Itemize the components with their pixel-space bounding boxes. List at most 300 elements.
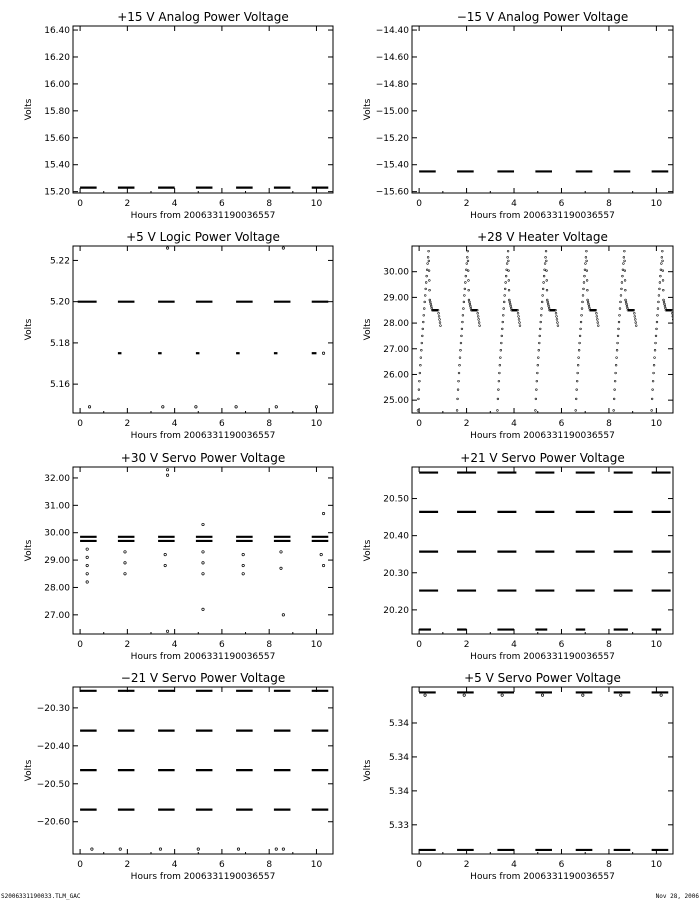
y-tick-label: 26.00 [383,370,409,381]
x-tick-label: 0 [416,860,422,870]
data-point [500,349,502,351]
y-tick-label: 20.20 [383,605,409,616]
chart-title: +15 V Analog Power Voltage [117,10,289,24]
data-point [504,295,506,297]
data-point [518,319,520,321]
data-point [620,301,622,303]
data-point [633,312,635,314]
data-point [195,406,197,408]
data-point [507,250,509,252]
data-point [463,301,465,303]
data-point [547,301,549,303]
data-point [419,364,421,366]
data-point [546,299,548,301]
data-point [503,301,505,303]
data-point [538,349,540,351]
data-point [315,406,317,408]
data-point [497,398,499,400]
data-point [616,357,618,359]
data-point [469,303,471,305]
data-point [541,308,543,310]
data-point [652,380,654,382]
data-point [460,342,462,344]
data-point [575,410,577,412]
data-point [578,349,580,351]
data-point [588,305,590,307]
data-point [478,322,480,324]
data-point [282,614,284,616]
data-point [624,280,626,282]
data-point [502,321,504,323]
data-point [466,263,468,265]
data-point [501,335,503,337]
data-point [519,325,521,327]
data-point [202,608,204,610]
data-point [659,288,661,290]
x-tick-label: 6 [558,640,565,650]
data-point [159,848,161,850]
data-point [438,312,440,314]
data-point [237,848,239,850]
data-point [418,398,420,400]
data-point [597,325,599,327]
data-point [423,314,425,316]
x-tick-label: 10 [650,419,663,429]
data-point [430,303,432,305]
data-point [457,389,459,391]
data-point [660,694,662,696]
x-tick-label: 2 [124,860,131,870]
data-point [461,328,463,330]
data-point [502,314,504,316]
x-axis-label: Hours from 2006331190036557 [130,211,276,221]
data-point [510,307,512,309]
data-point [617,342,619,344]
data-point [585,250,587,252]
y-axis-label: Volts [363,98,373,121]
chart-title: +28 V Heater Voltage [477,230,608,244]
data-point [428,260,430,262]
data-point [539,335,541,337]
data-point [418,389,420,391]
x-tick-label: 6 [219,199,225,209]
y-tick-label: −14.60 [375,52,409,63]
y-tick-label: 16.00 [44,79,70,90]
data-point [164,553,166,555]
x-tick-label: 8 [266,860,273,870]
x-tick-label: 4 [511,640,517,650]
data-point [282,247,284,249]
data-point [577,364,579,366]
data-point [659,275,661,277]
x-tick-label: 0 [77,419,83,429]
y-tick-label: 16.20 [44,52,70,63]
x-tick-label: 10 [310,860,323,870]
data-point [421,335,423,337]
data-point [651,410,653,412]
data-point [626,303,628,305]
data-point [620,295,622,297]
data-point [124,573,126,575]
y-tick-label: 5.22 [49,256,70,267]
x-axis-label: Hours from 2006331190036557 [130,652,276,662]
data-point [536,380,538,382]
data-marks [417,250,675,411]
data-point [536,372,538,374]
x-tick-label: 2 [124,419,131,429]
data-point [588,303,590,305]
data-point [467,270,469,272]
plot-frame [412,467,673,634]
data-point [439,322,441,324]
data-point [479,325,481,327]
data-point [202,551,204,553]
chart-panel-2 [363,10,673,221]
x-tick-label: 10 [310,199,323,209]
data-point [613,398,615,400]
x-tick-label: 0 [77,199,83,209]
x-tick-label: 2 [124,199,131,209]
x-tick-label: 0 [416,419,422,429]
data-point [585,263,587,265]
data-point [430,305,432,307]
data-point [166,474,168,476]
data-point [653,372,655,374]
data-marks [419,473,671,630]
data-point [422,321,424,323]
data-point [548,307,550,309]
y-tick-label: 20.30 [383,568,409,579]
x-tick-label: 10 [650,640,663,650]
data-point [634,315,636,317]
x-tick-label: 2 [124,640,131,650]
data-point [429,301,431,303]
y-tick-label: 5.34 [388,786,409,797]
y-tick-label: 16.40 [44,26,70,37]
x-axis-label: Hours from 2006331190036557 [130,431,276,441]
data-point [275,848,277,850]
x-tick-label: 10 [650,860,663,870]
data-point [242,564,244,566]
data-point [538,342,540,344]
y-axis-label: Volts [363,318,373,341]
data-point [503,308,505,310]
data-point [425,288,427,290]
x-tick-label: 2 [463,640,470,650]
y-tick-label: 27.00 [383,344,409,355]
data-point [197,848,199,850]
source-file-label: S2006331190033.TLM_GAC [1,893,81,900]
x-tick-label: 6 [219,640,225,650]
data-point [465,275,467,277]
data-point [582,694,584,696]
data-point [500,342,502,344]
data-point [663,299,665,301]
data-point [618,321,620,323]
x-tick-label: 4 [511,199,517,209]
data-point [498,380,500,382]
data-point [537,364,539,366]
data-marks [80,469,328,633]
data-point [322,352,324,354]
data-point [658,295,660,297]
data-point [655,335,657,337]
data-point [651,398,653,400]
data-point [463,694,465,696]
data-point [622,275,624,277]
data-point [428,280,430,282]
y-tick-label: 20.50 [383,494,409,505]
data-point [545,250,547,252]
data-point [468,299,470,301]
y-tick-label: 15.60 [44,133,70,144]
x-tick-label: 4 [511,860,517,870]
data-point [546,270,548,272]
y-tick-label: 5.20 [49,297,70,308]
data-point [508,289,510,291]
y-axis-label: Volts [363,539,373,562]
data-point [539,328,541,330]
data-point [439,319,441,321]
data-point [86,581,88,583]
data-point [618,328,620,330]
data-point [579,335,581,337]
data-point [659,282,661,284]
plot-frame [412,26,673,193]
data-point [619,308,621,310]
data-point [580,328,582,330]
data-point [580,321,582,323]
data-point [662,280,664,282]
y-tick-label: 15.20 [44,187,70,198]
data-point [542,295,544,297]
data-point [543,282,545,284]
data-point [623,256,625,258]
data-point [624,270,626,272]
data-point [555,312,557,314]
data-point [417,410,419,412]
data-point [467,250,469,252]
data-marks [78,247,329,408]
data-point [652,389,654,391]
data-point [499,364,501,366]
data-point [242,553,244,555]
data-point [619,314,621,316]
data-point [505,275,507,277]
plot-frame [412,246,673,413]
data-point [428,250,430,252]
data-point [583,288,585,290]
data-point [91,848,93,850]
data-point [506,263,508,265]
data-point [540,314,542,316]
data-point [586,260,588,262]
data-point [467,260,469,262]
data-point [280,567,282,569]
data-point [504,288,506,290]
data-point [458,372,460,374]
data-point [508,299,510,301]
data-point [635,325,637,327]
y-tick-label: 15.80 [44,106,70,117]
data-point [420,349,422,351]
data-point [470,307,472,309]
data-point [546,289,548,291]
data-point [424,694,426,696]
data-point [575,398,577,400]
y-tick-label: −20.60 [36,817,70,828]
data-point [497,410,499,412]
data-point [501,328,503,330]
y-tick-label: 25.00 [383,396,409,407]
data-point [426,275,428,277]
data-point [579,342,581,344]
data-point [634,319,636,321]
data-point [418,380,420,382]
data-point [508,280,510,282]
data-point [518,315,520,317]
data-point [164,564,166,566]
data-point [655,342,657,344]
y-axis-label: Volts [24,318,34,341]
y-tick-label: −14.80 [375,79,409,90]
data-point [162,406,164,408]
data-point [557,322,559,324]
data-point [506,269,508,271]
data-point [661,256,663,258]
data-point [468,280,470,282]
data-point [427,256,429,258]
chart-panel-6 [363,451,673,662]
data-point [468,289,470,291]
data-point [438,315,440,317]
data-point [166,630,168,632]
data-point [671,312,673,314]
y-tick-label: −15.40 [375,160,409,171]
plot-frame [412,687,673,854]
data-point [424,301,426,303]
data-point [519,322,521,324]
data-point [420,357,422,359]
data-point [428,270,430,272]
x-tick-label: 8 [606,860,612,870]
data-point [545,256,547,258]
generation-date-label: Nov 28, 2006 [655,893,699,900]
data-point [462,308,464,310]
data-point [658,301,660,303]
data-point [509,303,511,305]
data-point [456,410,458,412]
data-point [582,295,584,297]
y-tick-label: 28.00 [383,319,409,330]
data-point [477,312,479,314]
data-point [464,288,466,290]
x-tick-label: 8 [606,640,612,650]
data-point [462,321,464,323]
data-marks [80,691,328,850]
data-marks [419,692,668,849]
data-point [280,551,282,553]
data-point [626,305,628,307]
data-point [427,263,429,265]
data-point [426,269,428,271]
y-tick-label: −20.50 [36,779,70,790]
data-point [320,553,322,555]
data-point [202,573,204,575]
data-point [557,325,559,327]
data-point [235,406,237,408]
data-point [623,250,625,252]
x-axis-label: Hours from 2006331190036557 [130,872,276,882]
data-point [662,289,664,291]
data-point [419,372,421,374]
data-point [615,364,617,366]
data-point [660,269,662,271]
x-tick-label: 8 [266,419,273,429]
data-point [586,280,588,282]
data-point [596,315,598,317]
data-point [429,289,431,291]
data-point [581,314,583,316]
y-tick-label: −15.20 [375,133,409,144]
data-point [584,269,586,271]
data-point [202,562,204,564]
data-point [508,270,510,272]
y-tick-label: 30.00 [44,528,70,539]
data-point [617,335,619,337]
data-point [545,260,547,262]
data-point [664,305,666,307]
chart-panel-4 [363,230,675,441]
data-point [614,389,616,391]
x-axis-label: Hours from 2006331190036557 [470,652,615,662]
data-point [548,305,550,307]
x-tick-label: 8 [606,419,612,429]
data-point [657,308,659,310]
data-point [544,263,546,265]
data-point [510,305,512,307]
x-tick-label: 4 [511,419,517,429]
data-point [664,303,666,305]
x-axis-label: Hours from 2006331190036557 [470,431,615,441]
data-point [119,848,121,850]
data-point [613,410,615,412]
y-tick-label: 27.00 [44,610,70,621]
data-point [534,410,536,412]
data-point [622,263,624,265]
data-point [505,282,507,284]
data-point [625,301,627,303]
data-point [507,260,509,262]
y-tick-label: 5.34 [388,718,409,729]
chart-title: +21 V Servo Power Voltage [460,451,625,465]
data-point [587,299,589,301]
data-point [421,342,423,344]
data-point [424,295,426,297]
data-point [624,260,626,262]
data-point [541,301,543,303]
data-point [556,319,558,321]
data-point [423,308,425,310]
data-point [88,406,90,408]
data-point [587,301,589,303]
data-point [275,406,277,408]
data-point [459,357,461,359]
y-tick-label: −14.40 [375,26,409,37]
chart-title: +5 V Logic Power Voltage [126,230,280,244]
data-point [625,299,627,301]
data-point [620,694,622,696]
